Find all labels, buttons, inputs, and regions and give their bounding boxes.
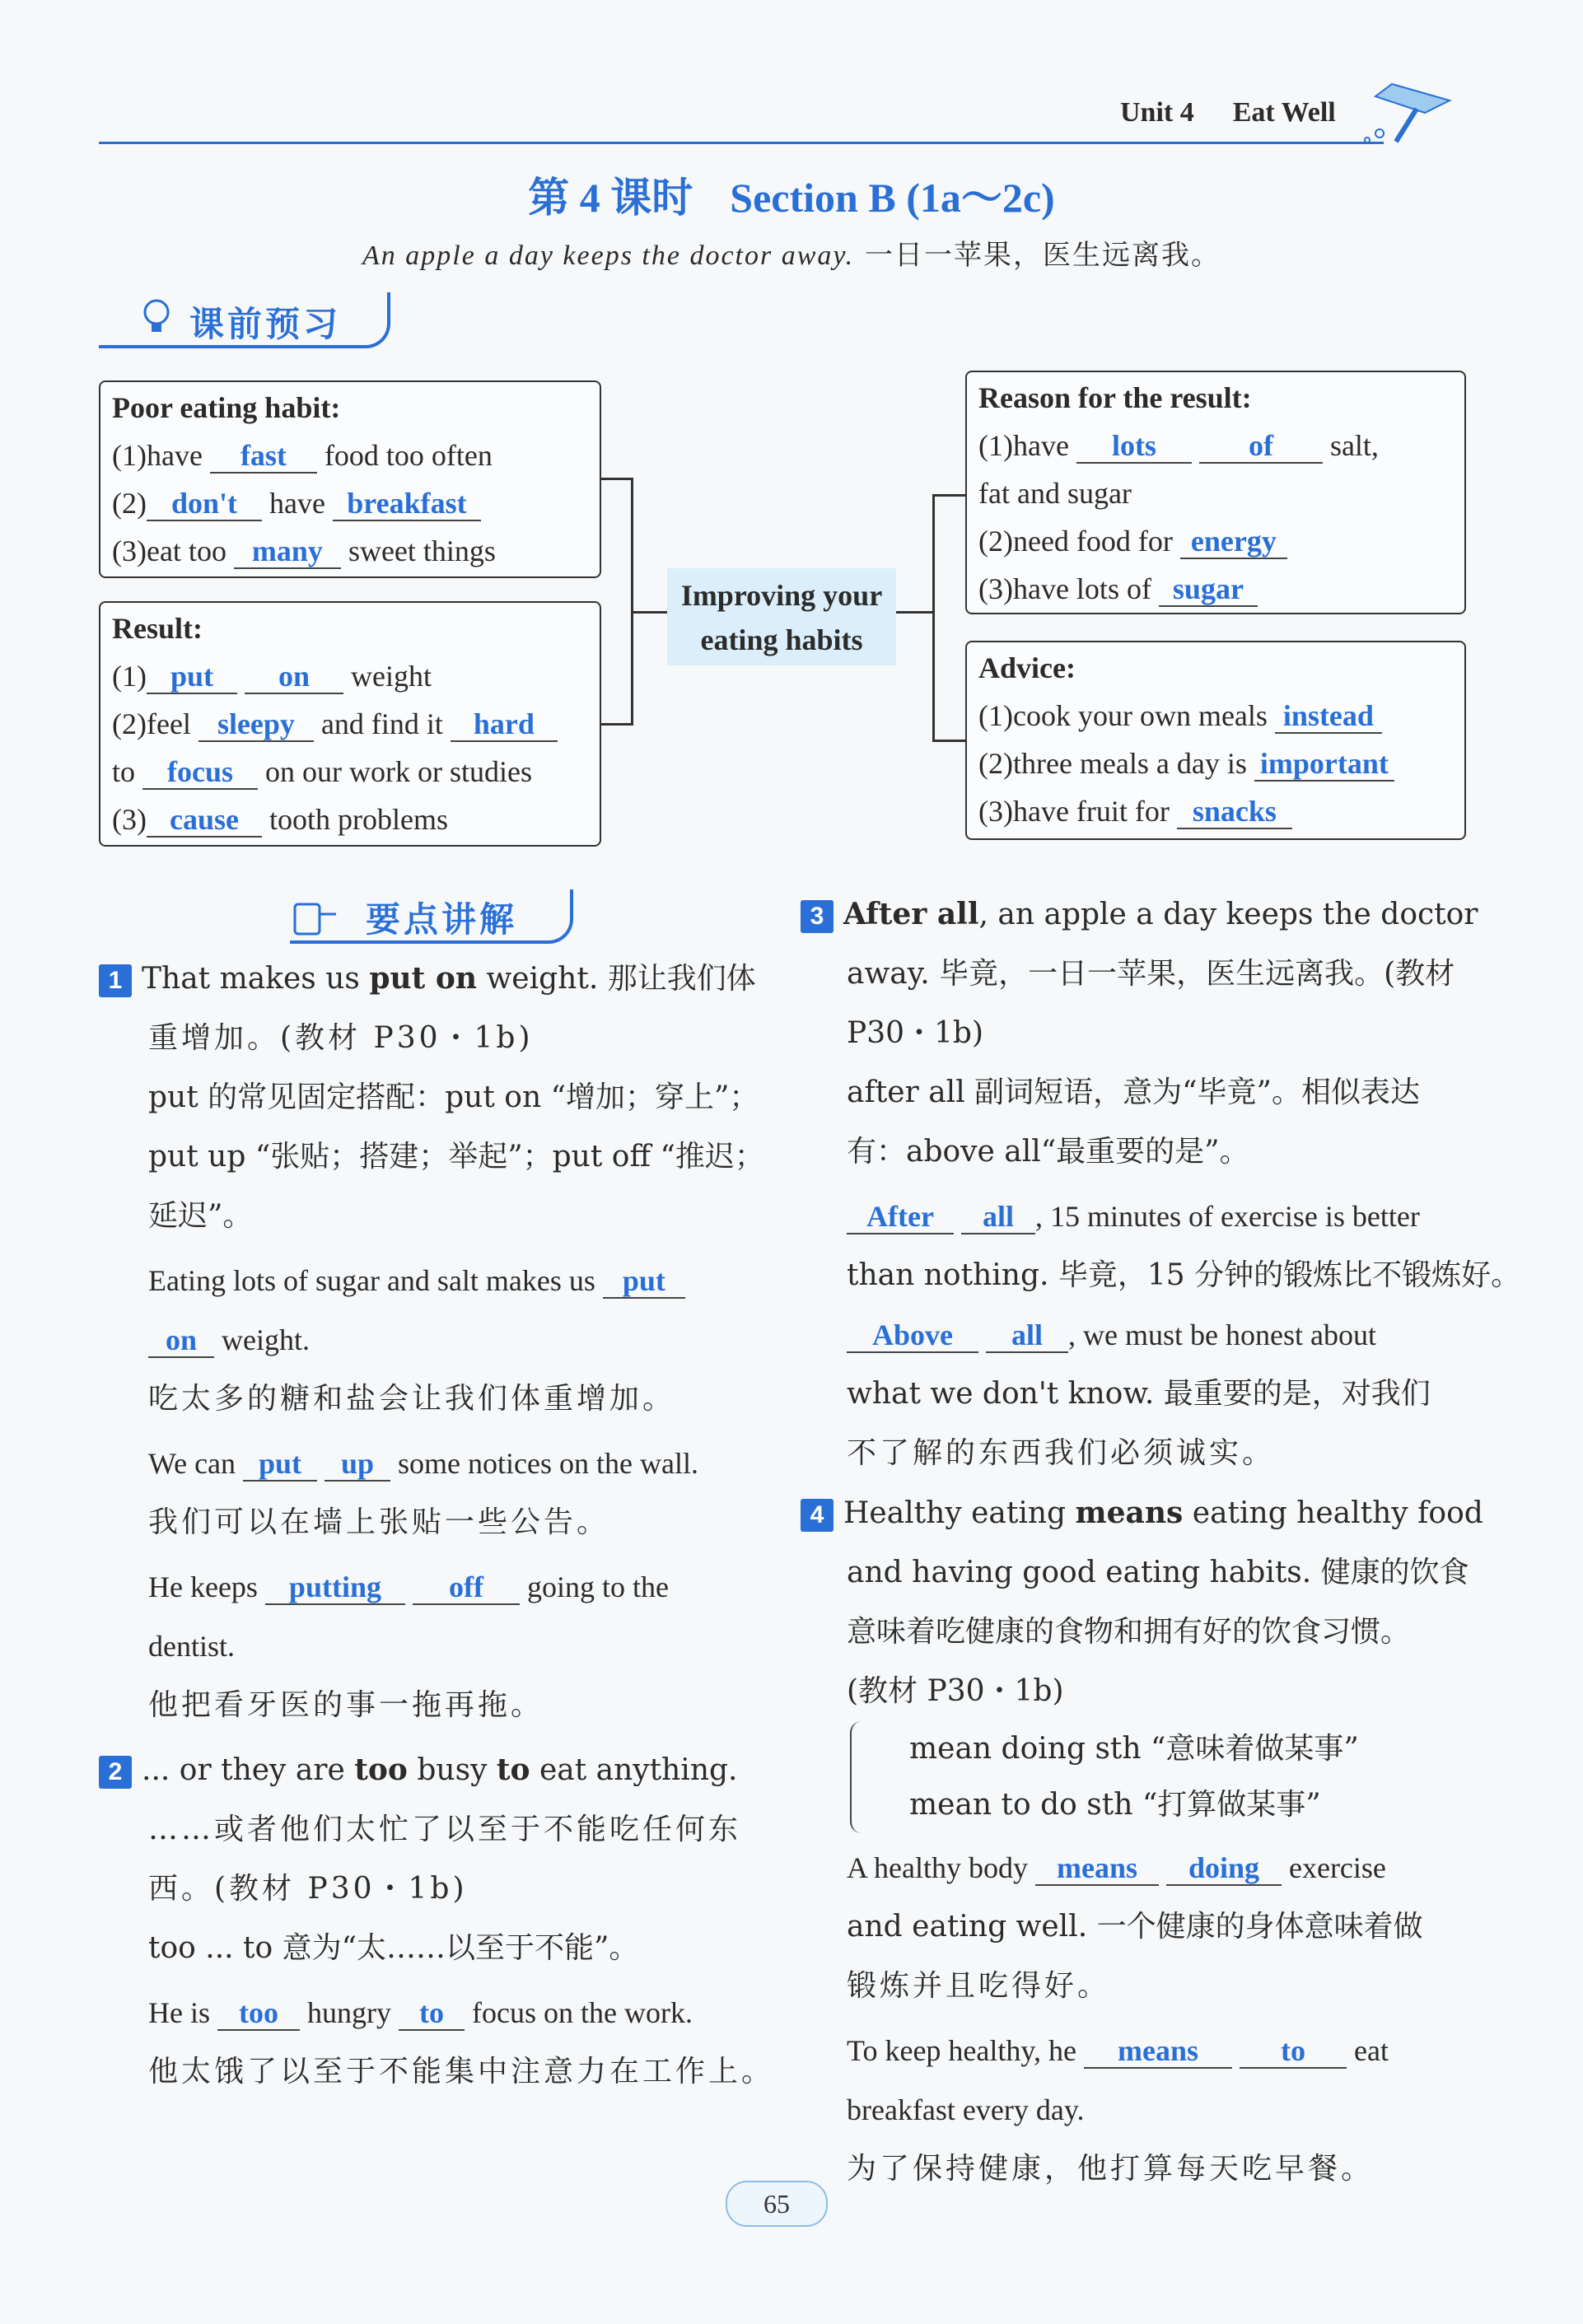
answer[interactable]: don't [147,488,262,521]
answer[interactable]: all [961,1202,1035,1234]
text: put on [369,961,478,996]
pencil-cap-icon [1359,76,1466,150]
right-column [801,884,1521,2199]
center-node-line2: eating habits [700,623,863,656]
text: away. 毕竟，一日一苹果，医生远离我。(教材 [847,957,1455,991]
motto-english: An apple a day keeps the doctor away. [362,240,855,271]
preview-banner-label: 课前预习 [189,304,342,344]
answer[interactable]: put [243,1449,317,1482]
text: food too often [324,439,493,472]
answer[interactable]: cause [147,805,262,838]
text: eating healthy food [1192,1496,1483,1530]
answer[interactable]: put [147,661,237,694]
pointing-hand-icon [290,893,339,939]
answer[interactable]: sugar [1159,574,1258,607]
text: We can [148,1447,236,1480]
text: have [269,487,325,520]
text: (1)cook your own meals [978,699,1268,732]
text: (3)eat too [112,534,226,567]
text: ... or they are [142,1753,345,1787]
center-node-line1: Improving your [680,579,883,612]
text: and eating well. 一个健康的身体意味着做 [847,1910,1423,1944]
text: 吃太多的糖和盐会让我们体重增加。 [148,1382,676,1416]
answer[interactable]: too [217,1998,300,2031]
kp2-number: 2 [99,1756,132,1789]
text: (2)three meals a day is [978,747,1247,780]
text: weight. [222,1323,310,1356]
text: too [354,1752,408,1787]
text: sweet things [348,534,496,567]
text: 重增加。(教材 P30・1b) [148,1021,534,1055]
kp4-number: 4 [801,1499,834,1532]
text: (2)need food for [978,525,1173,558]
unit-title: Eat Well [1232,97,1336,128]
header-rule [99,142,1384,144]
answer[interactable]: off [413,1572,520,1605]
answer[interactable]: focus [142,757,258,790]
text: after all 副词短语，意为“毕竟”。相似表达 [847,1076,1420,1109]
keypoints-banner [290,889,573,944]
answer[interactable]: energy [1180,526,1287,559]
text: eat [1354,2034,1389,2067]
text: hungry [307,1996,391,2029]
text: tooth problems [269,803,448,836]
kp1-sentence [99,949,758,1009]
reason-heading: Reason for the result: [978,381,1252,414]
text: 他太饿了以至于不能集中注意力在工作上。 [148,2055,775,2088]
text: 锻炼并且吃得好。 [847,1969,1111,2003]
text: mean to do sth “打算做某事” [909,1788,1321,1822]
text: ……或者他们太忙了以至于不能吃任何东 [148,1813,742,1846]
answer[interactable]: After [847,1202,954,1234]
connector [631,611,669,614]
text: He keeps [148,1570,258,1603]
text: P30・1b) [847,1016,984,1050]
answer[interactable]: hard [451,709,558,742]
lightbulb-icon [132,292,181,342]
text: Eating lots of sugar and salt makes us [148,1264,595,1297]
result-heading: Result: [112,612,203,645]
text: dentist. [148,1630,235,1663]
motto-chinese: 一日一苹果，医生远离我。 [864,239,1221,272]
text: on our work or studies [265,755,532,788]
connector [932,494,967,497]
left-column [99,949,775,2102]
text: some notices on the wall. [398,1447,698,1480]
text: (2) [112,487,147,520]
text: weight. 那让我们体 [486,962,756,996]
lesson-number: 第 4 课时 [528,175,693,221]
text: eat anything. [539,1753,738,1787]
answer[interactable]: of [1199,431,1323,464]
answer[interactable]: sleepy [198,709,314,742]
text: , 15 minutes of exercise is better [1035,1200,1420,1233]
answer[interactable]: Above [847,1320,978,1353]
text: put 的常见固定搭配：put on “增加；穿上”； [148,1080,759,1114]
text: He is [148,1996,210,2029]
lesson-title [0,165,1583,224]
answer[interactable]: to [1240,2036,1347,2069]
text: than nothing. 毕竟，15 分钟的锻炼比不锻炼好。 [847,1258,1521,1292]
text: exercise [1288,1851,1386,1884]
reason-box [965,371,1466,614]
answer[interactable]: putting [265,1572,405,1605]
text: 有：above all“最重要的是”。 [847,1135,1249,1169]
kp3-sentence [801,884,1478,945]
text: 延迟”。 [148,1199,253,1233]
text: busy [417,1753,488,1787]
text: (1) [112,660,147,693]
text: means [1075,1496,1184,1530]
text: to [496,1752,530,1787]
answer[interactable]: means [1084,2036,1232,2069]
text: 为了保持健康，他打算每天吃早餐。 [847,2152,1375,2186]
text: 他把看牙医的事一拖再拖。 [148,1688,544,1722]
connector [932,740,967,742]
preview-banner [99,292,390,348]
answer[interactable]: on [148,1325,214,1358]
poor-habit-heading: Poor eating habit: [112,391,341,424]
connector [896,611,934,614]
text: mean doing sth “意味着做某事” [909,1732,1359,1766]
text: (1)have [112,439,203,472]
text: going to the [526,1570,669,1603]
text: breakfast every day. [847,2093,1085,2126]
text: , we must be honest about [1068,1318,1376,1351]
answer[interactable]: all [986,1320,1068,1353]
text: and having good eating habits. 健康的饮食 [847,1556,1469,1589]
answer[interactable]: on [245,661,343,694]
text: too ... to 意为“太……以至于不能”。 [148,1931,639,1965]
connector [932,494,935,741]
text: 我们可以在墙上张贴一些公告。 [148,1505,610,1539]
answer[interactable]: put [603,1266,685,1299]
text: put up “张贴；搭建；举起”；put off “推迟； [148,1140,764,1174]
poor-habit-box [99,380,601,578]
answer[interactable]: to [399,1998,465,2031]
unit-label: Unit 4 [1120,97,1194,128]
kp3-number: 3 [801,900,834,933]
connector [601,723,633,726]
result-box [99,601,601,847]
text: (2)feel [112,707,191,740]
text: (3)have fruit for [978,795,1170,828]
text: That makes us [142,962,360,996]
section-label: Section B (1a～2c) [730,175,1055,221]
text: salt, [1329,429,1379,462]
text: (3)have lots of [978,572,1151,605]
answer[interactable]: doing [1166,1853,1282,1886]
text: (1)have [978,429,1069,462]
page-number-text: 65 [763,2189,790,2219]
answer[interactable]: breakfast [333,488,481,521]
text: Healthy eating [843,1496,1067,1530]
page-number [726,2181,828,2227]
kp4-sentence [801,1483,1483,1543]
advice-box [965,641,1466,840]
mean-brace-group [850,1721,1468,1833]
kp2-sentence [99,1740,758,1800]
text: To keep healthy, he [847,2034,1077,2067]
keypoints-banner-label: 要点讲解 [366,899,518,940]
answer[interactable]: important [1254,749,1394,782]
answer[interactable]: lots [1076,431,1192,464]
text: 西。(教材 P30・1b) [148,1872,468,1906]
text: what we don't know. 最重要的是，对我们 [847,1377,1431,1411]
answer[interactable]: snacks [1177,796,1292,829]
text: A healthy body [847,1851,1028,1884]
text: 意味着吃健康的食物和拥有好的饮食习惯。 [847,1615,1411,1649]
answer[interactable]: instead [1275,701,1382,734]
text: weight [350,660,432,693]
text: 不了解的东西我们必须诚实。 [847,1436,1276,1470]
connector [631,478,633,726]
text: , an apple a day keeps the doctor [978,898,1478,931]
kp1-number: 1 [99,964,132,997]
answer[interactable]: up [325,1449,390,1482]
page-header [1120,97,1336,128]
text: to [112,755,136,788]
center-node [667,568,896,665]
answer[interactable]: many [234,536,341,569]
motto [0,232,1583,273]
advice-heading: Advice: [978,651,1076,684]
text: fat and sugar [978,477,1132,510]
text: (教材 P30・1b) [847,1674,1064,1708]
text: After all [843,897,979,931]
connector [601,478,633,480]
text: focus on the work. [472,1996,693,2029]
answer[interactable]: means [1035,1853,1159,1886]
answer[interactable]: fast [210,441,317,474]
text: (3) [112,803,147,836]
text: and find it [320,707,443,740]
